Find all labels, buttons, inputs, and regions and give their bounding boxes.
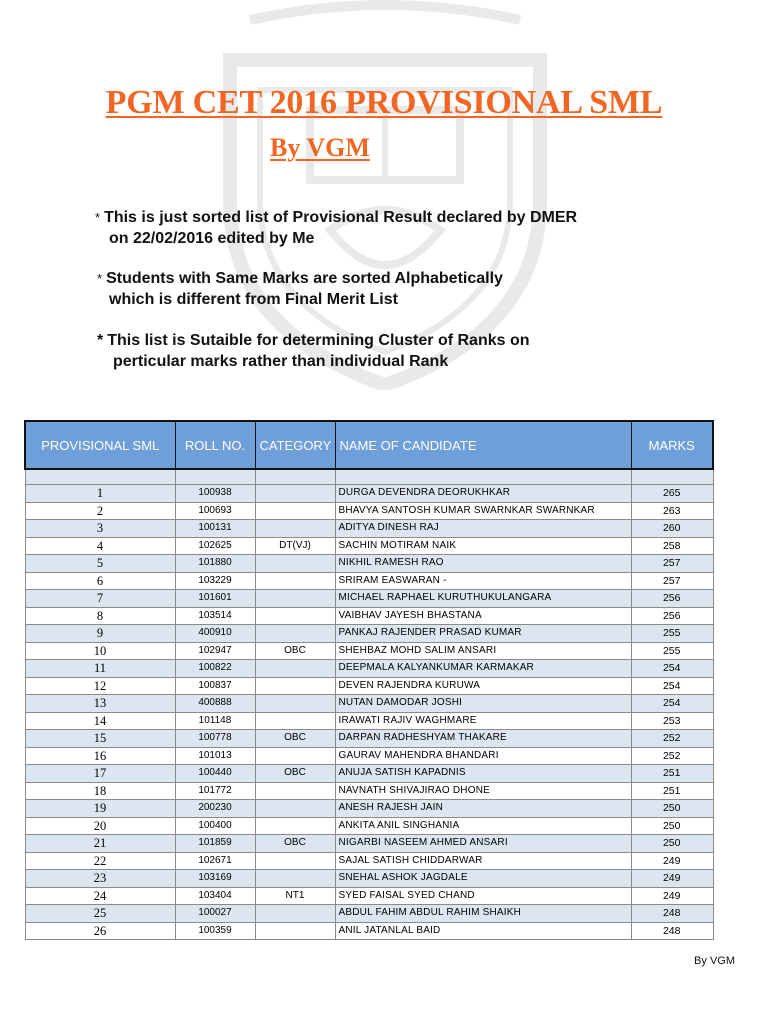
- cell-category: [255, 677, 335, 695]
- cell-provisional-sml: 13: [25, 695, 175, 713]
- cell-category: [255, 747, 335, 765]
- blank-cell: [631, 469, 713, 485]
- cell-provisional-sml: 6: [25, 572, 175, 590]
- cell-candidate-name: DEEPMALA KALYANKUMAR KARMAKAR: [335, 660, 631, 678]
- cell-roll-no: 100938: [175, 485, 255, 503]
- footer-credit: By VGM: [694, 955, 735, 967]
- cell-candidate-name: NUTAN DAMODAR JOSHI: [335, 695, 631, 713]
- cell-provisional-sml: 12: [25, 677, 175, 695]
- note-2-line-1: Students with Same Marks are sorted Alphabetically: [106, 270, 503, 287]
- cell-provisional-sml: 26: [25, 922, 175, 940]
- blank-cell: [25, 469, 175, 485]
- blank-cell: [335, 469, 631, 485]
- cell-marks: 255: [631, 642, 713, 660]
- cell-provisional-sml: 25: [25, 905, 175, 923]
- cell-marks: 248: [631, 922, 713, 940]
- cell-category: OBC: [255, 642, 335, 660]
- cell-roll-no: 102625: [175, 537, 255, 555]
- cell-roll-no: 103514: [175, 607, 255, 625]
- cell-provisional-sml: 19: [25, 800, 175, 818]
- table-row: [25, 537, 713, 555]
- cell-marks: 256: [631, 607, 713, 625]
- cell-marks: 248: [631, 905, 713, 923]
- cell-candidate-name: DARPAN RADHESHYAM THAKARE: [335, 730, 631, 748]
- blank-cell: [255, 469, 335, 485]
- cell-roll-no: 103404: [175, 887, 255, 905]
- cell-marks: 254: [631, 695, 713, 713]
- cell-marks: 250: [631, 817, 713, 835]
- table-row: [25, 660, 713, 678]
- cell-roll-no: 101880: [175, 555, 255, 573]
- cell-candidate-name: ANESH RAJESH JAIN: [335, 800, 631, 818]
- cell-roll-no: 400888: [175, 695, 255, 713]
- cell-marks: 260: [631, 520, 713, 538]
- cell-candidate-name: NIKHIL RAMESH RAO: [335, 555, 631, 573]
- cell-marks: 249: [631, 852, 713, 870]
- cell-roll-no: 100693: [175, 502, 255, 520]
- table-row: [25, 922, 713, 940]
- cell-marks: 257: [631, 572, 713, 590]
- table-row: [25, 555, 713, 573]
- cell-category: OBC: [255, 835, 335, 853]
- table-row: [25, 782, 713, 800]
- cell-roll-no: 101772: [175, 782, 255, 800]
- note-3-line-2: perticular marks rather than individual Rank: [113, 353, 449, 370]
- cell-provisional-sml: 21: [25, 835, 175, 853]
- table-body: [25, 469, 713, 940]
- cell-roll-no: 100359: [175, 922, 255, 940]
- cell-marks: 253: [631, 712, 713, 730]
- column-header-name: NAME OF CANDIDATE: [335, 421, 631, 469]
- cell-provisional-sml: 14: [25, 712, 175, 730]
- note-2-bullet: *: [97, 271, 103, 286]
- cell-provisional-sml: 10: [25, 642, 175, 660]
- cell-candidate-name: IRAWATI RAJIV WAGHMARE: [335, 712, 631, 730]
- cell-category: [255, 485, 335, 503]
- cell-candidate-name: DURGA DEVENDRA DEORUKHKAR: [335, 485, 631, 503]
- cell-roll-no: 102671: [175, 852, 255, 870]
- cell-candidate-name: ANKITA ANIL SINGHANIA: [335, 817, 631, 835]
- cell-category: [255, 502, 335, 520]
- table-row: [25, 905, 713, 923]
- cell-provisional-sml: 20: [25, 817, 175, 835]
- cell-provisional-sml: 15: [25, 730, 175, 748]
- cell-category: [255, 695, 335, 713]
- cell-roll-no: 100837: [175, 677, 255, 695]
- table-row: [25, 712, 713, 730]
- cell-marks: 252: [631, 747, 713, 765]
- note-2: [97, 268, 503, 310]
- page-subtitle: By VGM: [270, 133, 370, 162]
- cell-roll-no: 100822: [175, 660, 255, 678]
- cell-candidate-name: SYED FAISAL SYED CHAND: [335, 887, 631, 905]
- table-row: [25, 870, 713, 888]
- cell-roll-no: 101859: [175, 835, 255, 853]
- cell-candidate-name: DEVEN RAJENDRA KURUWA: [335, 677, 631, 695]
- table-row: [25, 485, 713, 503]
- cell-category: [255, 590, 335, 608]
- cell-category: [255, 782, 335, 800]
- table-row: [25, 520, 713, 538]
- table-row: [25, 677, 713, 695]
- blank-row: [25, 469, 713, 485]
- cell-candidate-name: ANUJA SATISH KAPADNIS: [335, 765, 631, 783]
- cell-marks: 249: [631, 887, 713, 905]
- cell-category: [255, 555, 335, 573]
- table-row: [25, 817, 713, 835]
- cell-roll-no: 101013: [175, 747, 255, 765]
- cell-provisional-sml: 5: [25, 555, 175, 573]
- cell-marks: 265: [631, 485, 713, 503]
- cell-category: [255, 852, 335, 870]
- cell-candidate-name: ADITYA DINESH RAJ: [335, 520, 631, 538]
- merit-list-table: [24, 420, 714, 940]
- column-header-roll-no: ROLL NO.: [175, 421, 255, 469]
- cell-roll-no: 200230: [175, 800, 255, 818]
- note-2-line-2: which is different from Final Merit List: [109, 291, 398, 308]
- cell-category: [255, 607, 335, 625]
- cell-roll-no: 100027: [175, 905, 255, 923]
- cell-candidate-name: ABDUL FAHIM ABDUL RAHIM SHAIKH: [335, 905, 631, 923]
- cell-category: [255, 817, 335, 835]
- cell-category: [255, 572, 335, 590]
- cell-candidate-name: NAVNATH SHIVAJIRAO DHONE: [335, 782, 631, 800]
- cell-category: OBC: [255, 730, 335, 748]
- table-row: [25, 590, 713, 608]
- cell-marks: 249: [631, 870, 713, 888]
- cell-provisional-sml: 24: [25, 887, 175, 905]
- cell-roll-no: 101601: [175, 590, 255, 608]
- table-row: [25, 572, 713, 590]
- cell-candidate-name: ANIL JATANLAL BAID: [335, 922, 631, 940]
- cell-marks: 257: [631, 555, 713, 573]
- cell-marks: 256: [631, 590, 713, 608]
- cell-candidate-name: PANKAJ RAJENDER PRASAD KUMAR: [335, 625, 631, 643]
- table-row: [25, 607, 713, 625]
- blank-cell: [175, 469, 255, 485]
- cell-candidate-name: GAURAV MAHENDRA BHANDARI: [335, 747, 631, 765]
- note-3-line-1: This list is Sutaible for determining Cluster of Ranks on: [107, 332, 530, 349]
- cell-candidate-name: NIGARBI NASEEM AHMED ANSARI: [335, 835, 631, 853]
- merit-list-table-wrapper: [24, 420, 712, 940]
- cell-provisional-sml: 1: [25, 485, 175, 503]
- cell-candidate-name: SACHIN MOTIRAM NAIK: [335, 537, 631, 555]
- cell-category: [255, 905, 335, 923]
- cell-category: NT1: [255, 887, 335, 905]
- cell-roll-no: 101148: [175, 712, 255, 730]
- note-1-bullet: *: [95, 210, 101, 225]
- table-row: [25, 887, 713, 905]
- cell-category: [255, 520, 335, 538]
- cell-marks: 250: [631, 800, 713, 818]
- cell-provisional-sml: 8: [25, 607, 175, 625]
- cell-roll-no: 103169: [175, 870, 255, 888]
- cell-marks: 250: [631, 835, 713, 853]
- cell-roll-no: 100778: [175, 730, 255, 748]
- cell-candidate-name: MICHAEL RAPHAEL KURUTHUKULANGARA: [335, 590, 631, 608]
- column-header-category: CATEGORY: [255, 421, 335, 469]
- table-row: [25, 765, 713, 783]
- cell-marks: 254: [631, 677, 713, 695]
- cell-marks: 258: [631, 537, 713, 555]
- cell-provisional-sml: 2: [25, 502, 175, 520]
- table-row: [25, 695, 713, 713]
- table-row: [25, 730, 713, 748]
- cell-provisional-sml: 9: [25, 625, 175, 643]
- note-1-line-1: This is just sorted list of Provisional Result declared by DMER: [104, 209, 578, 226]
- table-row: [25, 747, 713, 765]
- cell-roll-no: 400910: [175, 625, 255, 643]
- cell-marks: 252: [631, 730, 713, 748]
- table-row: [25, 800, 713, 818]
- cell-candidate-name: SNEHAL ASHOK JAGDALE: [335, 870, 631, 888]
- cell-provisional-sml: 11: [25, 660, 175, 678]
- table-row: [25, 835, 713, 853]
- cell-category: [255, 625, 335, 643]
- cell-roll-no: 100400: [175, 817, 255, 835]
- cell-category: [255, 712, 335, 730]
- note-1-line-2: on 22/02/2016 edited by Me: [109, 230, 315, 247]
- cell-candidate-name: VAIBHAV JAYESH BHASTANA: [335, 607, 631, 625]
- cell-provisional-sml: 18: [25, 782, 175, 800]
- cell-roll-no: 100440: [175, 765, 255, 783]
- cell-candidate-name: SHEHBAZ MOHD SALIM ANSARI: [335, 642, 631, 660]
- cell-roll-no: 102947: [175, 642, 255, 660]
- column-header-provisional-sml: PROVISIONAL SML: [25, 421, 175, 469]
- cell-provisional-sml: 17: [25, 765, 175, 783]
- column-header-marks: MARKS: [631, 421, 713, 469]
- table-header-row: [25, 421, 713, 469]
- note-1: [95, 207, 577, 249]
- cell-category: OBC: [255, 765, 335, 783]
- table-row: [25, 502, 713, 520]
- cell-category: [255, 922, 335, 940]
- cell-provisional-sml: 4: [25, 537, 175, 555]
- cell-marks: 263: [631, 502, 713, 520]
- cell-category: [255, 870, 335, 888]
- cell-provisional-sml: 3: [25, 520, 175, 538]
- cell-provisional-sml: 16: [25, 747, 175, 765]
- cell-candidate-name: BHAVYA SANTOSH KUMAR SWARNKAR SWARNKAR: [335, 502, 631, 520]
- cell-category: [255, 660, 335, 678]
- cell-roll-no: 103229: [175, 572, 255, 590]
- table-row: [25, 625, 713, 643]
- table-row: [25, 642, 713, 660]
- note-3-bullet: *: [97, 332, 104, 349]
- page-title: PGM CET 2016 PROVISIONAL SML: [105, 84, 663, 121]
- cell-candidate-name: SAJAL SATISH CHIDDARWAR: [335, 852, 631, 870]
- cell-marks: 251: [631, 765, 713, 783]
- cell-provisional-sml: 7: [25, 590, 175, 608]
- note-3: [97, 330, 530, 372]
- cell-marks: 255: [631, 625, 713, 643]
- cell-provisional-sml: 23: [25, 870, 175, 888]
- cell-provisional-sml: 22: [25, 852, 175, 870]
- cell-marks: 254: [631, 660, 713, 678]
- table-row: [25, 852, 713, 870]
- cell-category: [255, 800, 335, 818]
- cell-category: DT(VJ): [255, 537, 335, 555]
- cell-marks: 251: [631, 782, 713, 800]
- cell-roll-no: 100131: [175, 520, 255, 538]
- cell-candidate-name: SRIRAM EASWARAN -: [335, 572, 631, 590]
